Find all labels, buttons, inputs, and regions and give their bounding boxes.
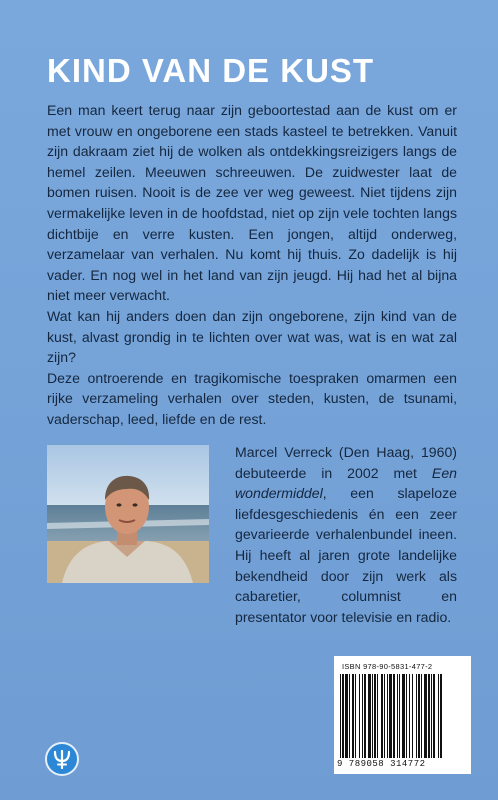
bio-text-start: Marcel Verreck (Den Haag, 1960) debuteerde in 2002 met [235,444,457,481]
bio-text-end: , een slapeloze liefdesgeschiedenis én een zeer gevarieerde verhalenbundel ineen. Hij heeft al jaren grote landelijke bekendheid door zijn werk als cabaretier, columnist en presentator voor televisie en radio. [235,485,457,625]
bio-book-title: Een wondermiddel [235,464,457,502]
barcode-panel [334,656,471,774]
trident-icon [52,749,72,769]
blurb-paragraph-2: Wat kan hij anders doen dan zijn ongeborene, zijn kind van de kust, alvast grondig in te lichten over wat was, wat is en wat zal zijn? [47,307,457,366]
blurb-text [47,100,457,430]
blurb-paragraph-1: Een man keert terug naar zijn geboortestad aan de kust om er met vrouw en ongeborene een stads kasteel te betrekken. Vanuit zijn dakraam ziet hij de wolken als ontdekkingsreizigers langs de hemel zeilen. Meeuwen schreeuwen. De zuidwester laat de bomen ruisen. Nooit is de zee ver weg geweest. Niet tijdens zijn vermakelijke leven in de hoofdstad, niet op zijn vele tochten langs dichtbije en verre kusten. Een jongen, altijd onderweg, verzamelaar van verhalen. Nu komt hij thuis. Zo dadelijk is hij vader. En nog wel in het land van zijn jeugd. Hij had het al bijna niet meer verwacht. [47,102,457,304]
isbn-label: ISBN 978-90-5831-477-2 [342,662,433,671]
publisher-logo [45,742,79,776]
barcode-number: 9 789058 314772 [337,759,426,769]
author-photo-image [47,445,209,583]
author-bio [235,442,457,627]
blurb-paragraph-3: Deze ontroerende en tragikomische toespraken omarmen een rijke verzameling verhalen over steden, kusten, de tsunami, vaderschap, leed, liefde en de rest. [47,369,457,427]
book-title: KIND VAN DE KUST [47,52,375,89]
barcode-bars [340,674,465,760]
author-photo [47,445,209,583]
